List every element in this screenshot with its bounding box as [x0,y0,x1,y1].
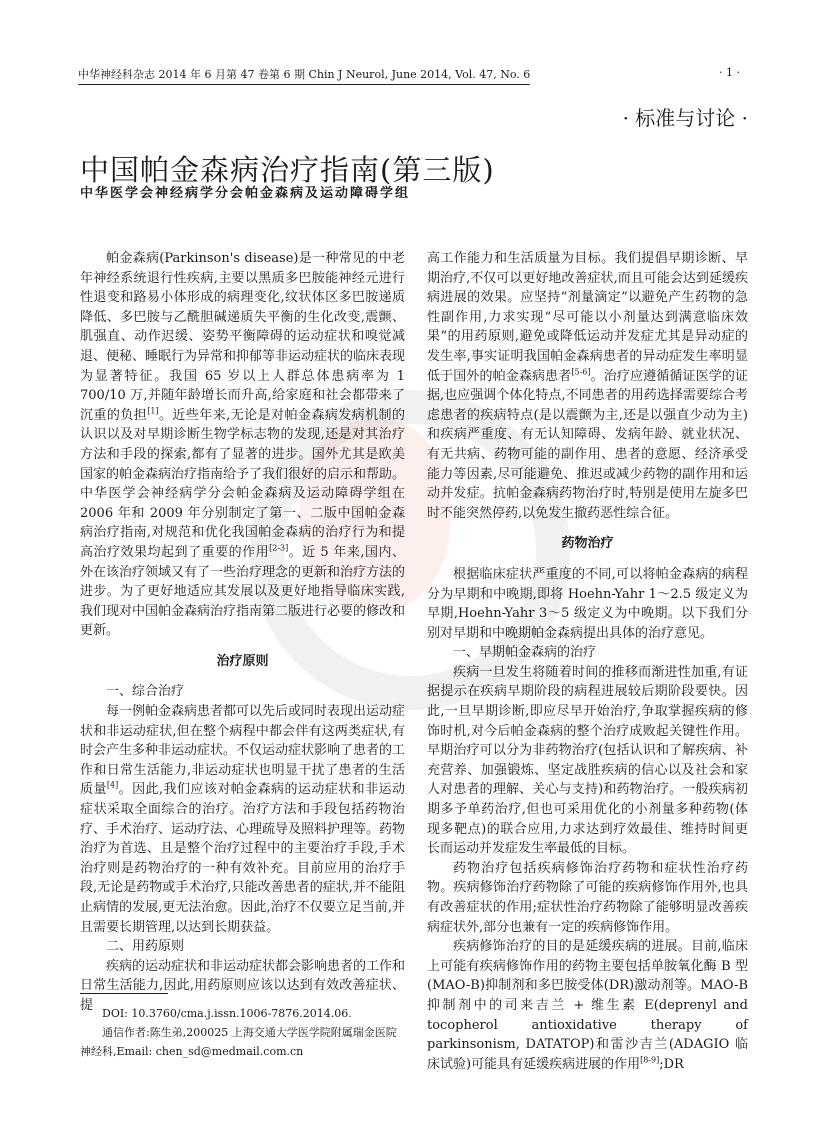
text: 。近些年来,无论是对帕金森病发病机制的认识以及对早期诊断生物学标志物的发现,还是对其治疗方法和手段的探索,都有了显著的进步。国外尤其是欧美国家的帕金森病治疗指南给予了我们很好的启示和帮助。中华医学会神经病学分会帕金森病及运动障碍学组在 2006 年和 2009 年分别制定了第一、二版中国帕金森病治疗指南,对规范和优化我国帕金森病的治疗行为和提高治疗效果均起到了重要的作用 [80,407,406,560]
paragraph [80,702,405,937]
correspondence: 通信作者:陈生弟,200025 上海交通大学医学院附属瑞金医院 [102,1026,397,1039]
article-title: 中国帕金森病治疗指南(第三版) [80,153,495,187]
paragraph-continued [427,249,748,523]
paragraph: 根据临床症状严重度的不同,可以将帕金森病的病程分为早期和中晚期,即将 Hoehn-Yahr 1～2.5 级定义为早期,Hoehn-Yahr 3～5 级定义为中晚期。以下我们分别对早期和中晚期帕金森病提出具体的治疗意见。 [427,566,748,641]
subheading-medication-principles: 二、用药原则 [106,939,185,955]
section-heading-drug-therapy: 药物治疗 [561,536,614,552]
subheading-comprehensive: 一、综合治疗 [106,684,185,700]
intro-paragraph [80,249,405,641]
section-tag: · 标准与讨论 · [622,106,748,130]
left-column [80,249,405,1016]
footnote-divider [80,993,168,994]
doi: DOI: 10.3760/cma.j.issn.1006-7876.2014.06. [102,1007,352,1020]
paragraph: 药物治疗包括疾病修饰治疗药物和症状性治疗药物。疾病修饰治疗药物除了可能的疾病修饰作用外,也具有改善症状的作用;症状性治疗药物除了能够明显改善疾病症状外,部分也兼有一定的疾病修饰作用。 [427,860,748,935]
paragraph [427,937,748,1074]
text: ;DR [659,1056,684,1072]
page-number: · 1 · [719,66,740,79]
text: 每一例帕金森病患者都可以先后或同时表现出运动症状和非运动症状,但在整个病程中都会伴有这两类症状,有时会产生多种非运动症状。不仅运动症状影响了患者的工作和日常生活能力,非运动症状也明显干扰了患者的生活质量 [80,704,406,798]
citation: [2-3] [269,543,289,553]
byline: 中华医学会神经病学分会帕金森病及运动障碍学组 [80,186,411,201]
citation: [5-6] [571,367,591,377]
section-heading-principles: 治疗原则 [216,653,269,669]
paragraph: 疾病的运动症状和非运动症状都会影响患者的工作和日常生活能力,因此,用药原则应该以达到有效改善症状、提 [80,958,406,1013]
text: 高工作能力和生活质量为目标。我们提倡早期诊断、早期治疗,不仅可以更好地改善症状,而且可能会达到延缓疾病进展的效果。应坚持“剂量滴定”以避免产生药物的急性副作用,力求实现“尽可能以小剂量达到满意临床效果”的用药原则,避免或降低运动并发症尤其是异动症的发生率,事实证明我国帕金森病患者的异动症发生率明显低于国外的帕金森病患者 [427,251,748,384]
citation: [4] [106,781,119,791]
text: 。因此,我们应该对帕金森病的运动症状和非运动症状采取全面综合的治疗。治疗方法和手段包括药物治疗、手术治疗、运动疗法、心理疏导及照料护理等。药物治疗为首选、且是整个治疗过程中的主要治疗手段,手术治疗则是药物治疗的一种有效补充。目前应用的治疗手段,无论是药物或手术治疗,只能改善患者的症状,并不能阻止病情的发展,更无法治愈。因此,治疗不仅要立足当前,并且需要长期管理,以达到长期获益。 [80,782,406,935]
citation: [8-9] [640,1055,660,1065]
text: 。近 5 年来,国内、外在该治疗领域又有了一些治疗理念的更新和治疗方法的进步。为了更好地适应其发展以及更好地指导临床实践,我们现对中国帕金森病治疗指南第二版进行必要的修改和更新。 [80,544,406,639]
right-column [427,249,748,1074]
footnotes [80,1004,405,1061]
correspondence-email: 神经科,Email: chen_sd@medmail.com.cn [80,1045,304,1058]
citation: [1] [147,406,159,416]
paragraph: 疾病一旦发生将随着时间的推移而渐进性加重,有证据提示在疾病早期阶段的病程进展较后期阶段要快。因此,一旦早期诊断,即应尽早开始治疗,争取掌握疾病的修饰时机,对今后帕金森病的整个治疗成败起关键性作用。早期治疗可以分为非药物治疗(包括认识和了解疾病、补充营养、加强锻炼、坚定战胜疾病的信心以及社会和家人对患者的理解、关心与支持)和药物治疗。一般疾病初期多予单药治疗,但也可采用优化的小剂量多种药物(体现多靶点)的联合应用,力求达到疗效最佳、维持时间更长而运动并发症发生率最低的目标。 [427,664,748,857]
text: 疾病修饰治疗的目的是延缓疾病的进展。目前,临床上可能有疾病修饰作用的药物主要包括单胺氧化酶 B 型(MAO-B)抑制剂和多巴胺受体(DR)激动剂等。MAO-B 抑制剂中的司来吉兰 + 维生素 E(deprenyl and tocopherol antioxidative therapy of parkinsonism, DATATOP)和雷沙吉兰(ADAGIO 临床试验)可能具有延缓疾病进展的作用 [427,939,748,1072]
subheading-early-treatment: 一、早期帕金森病的治疗 [453,645,597,661]
running-head: 中华神经科杂志 2014 年 6 月第 47 卷第 6 期 Chin J Neurol, June 2014, Vol. 47, No. 6 [78,66,530,85]
text: 。治疗应遵循循证医学的证据,也应强调个体化特点,不同患者的用药选择需要综合考虑患者的疾病特点(是以震颤为主,还是以强直少动为主)和疾病严重度、有无认知障碍、发病年龄、就业状况、有无共病、药物可能的副作用、患者的意愿、经济承受能力等因素,尽可能避免、推迟或减少药物的副作用和运动并发症。抗帕金森病药物治疗时,特别是使用左旋多巴时不能突然停药,以免发生撤药恶性综合征。 [427,368,748,521]
text: 帕金森病(Parkinson's disease)是一种常见的中老年神经系统退行性疾病,主要以黑质多巴胺能神经元进行性退变和路易小体形成的病理变化,纹状体区多巴胺递质降低、多巴胺与乙酰胆碱递质失平衡的生化改变,震颤、肌强直、动作迟缓、姿势平衡障碍的运动症状和嗅觉减退、便秘、睡眠行为异常和抑郁等非运动症状的临床表现为显著特征。我国 65 岁以上人群总体患病率为 1 700/10 万,并随年龄增长而升高,给家庭和社会都带来了沉重的负担 [80,251,406,423]
